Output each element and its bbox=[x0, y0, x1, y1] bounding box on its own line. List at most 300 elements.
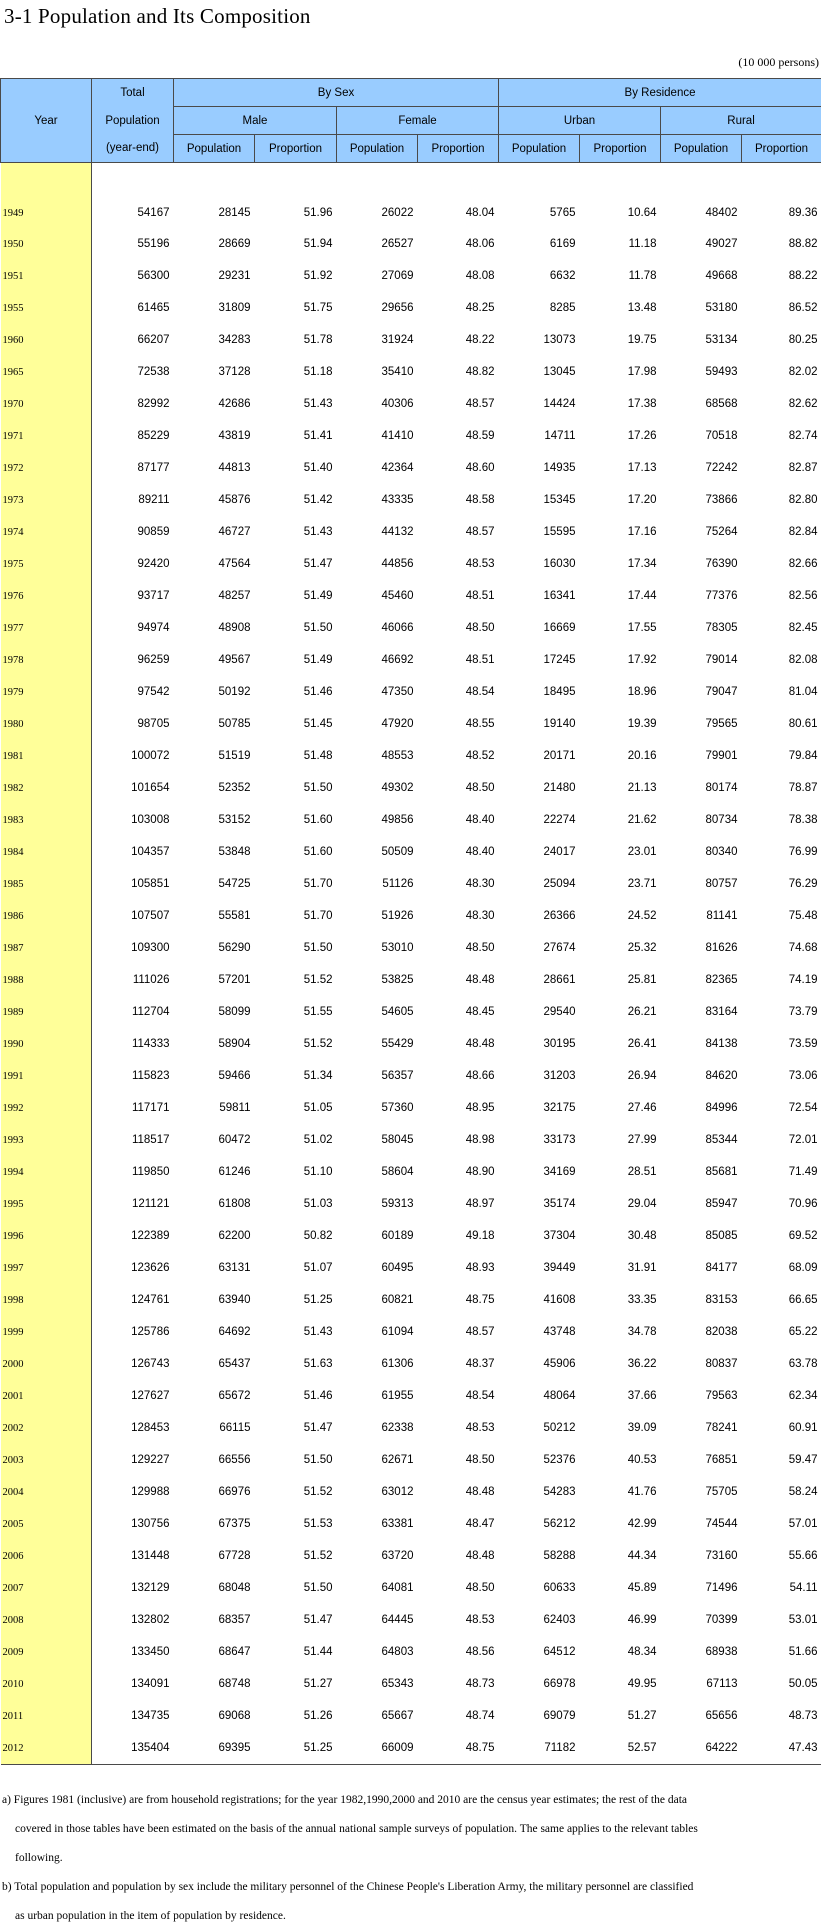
cell-rural-population: 85681 bbox=[661, 1156, 742, 1188]
cell-female-proportion: 48.50 bbox=[418, 772, 499, 804]
cell-rural-population: 79563 bbox=[661, 1380, 742, 1412]
cell-male-proportion: 51.52 bbox=[255, 1540, 337, 1572]
cell-total-population: 135404 bbox=[92, 1732, 174, 1765]
cell-rural-proportion: 72.01 bbox=[742, 1124, 821, 1156]
cell-male-proportion: 51.45 bbox=[255, 708, 337, 740]
cell-year: 2000 bbox=[1, 1348, 92, 1380]
cell-urban-proportion: 40.53 bbox=[580, 1444, 661, 1476]
cell-urban-population: 27674 bbox=[499, 932, 580, 964]
cell-total-population: 66207 bbox=[92, 324, 174, 356]
cell-female-proportion: 48.51 bbox=[418, 580, 499, 612]
cell-year: 1950 bbox=[1, 228, 92, 260]
header-urban-proportion: Proportion bbox=[580, 135, 661, 163]
cell-rural-population: 85344 bbox=[661, 1124, 742, 1156]
cell-total-population: 104357 bbox=[92, 836, 174, 868]
cell-year: 1951 bbox=[1, 260, 92, 292]
cell-rural-population: 65656 bbox=[661, 1700, 742, 1732]
cell-urban-proportion: 27.99 bbox=[580, 1124, 661, 1156]
cell-rural-proportion: 51.66 bbox=[742, 1636, 821, 1668]
header-total-line3: (year-end) bbox=[92, 135, 174, 163]
cell-rural-proportion: 72.54 bbox=[742, 1092, 821, 1124]
cell-total-population: 112704 bbox=[92, 996, 174, 1028]
cell-rural-population: 79047 bbox=[661, 676, 742, 708]
cell-male-proportion: 51.60 bbox=[255, 804, 337, 836]
cell-year: 2006 bbox=[1, 1540, 92, 1572]
cell-male-proportion: 51.60 bbox=[255, 836, 337, 868]
cell-female-proportion: 48.59 bbox=[418, 420, 499, 452]
cell-rural-population: 82038 bbox=[661, 1316, 742, 1348]
cell-male-population: 50192 bbox=[174, 676, 255, 708]
cell-female-proportion: 48.48 bbox=[418, 964, 499, 996]
cell-male-proportion: 51.70 bbox=[255, 900, 337, 932]
cell-male-proportion: 51.43 bbox=[255, 388, 337, 420]
cell-male-proportion: 51.25 bbox=[255, 1732, 337, 1765]
cell-urban-proportion: 17.55 bbox=[580, 612, 661, 644]
page-title: 3-1 Population and Its Composition bbox=[4, 4, 311, 29]
cell-rural-population: 80734 bbox=[661, 804, 742, 836]
cell-urban-proportion: 37.66 bbox=[580, 1380, 661, 1412]
cell-rural-population: 70399 bbox=[661, 1604, 742, 1636]
header-total-line2: Population bbox=[92, 107, 174, 135]
cell-year: 1979 bbox=[1, 676, 92, 708]
cell-female-population: 63720 bbox=[337, 1540, 418, 1572]
cell-urban-population: 22274 bbox=[499, 804, 580, 836]
cell-male-proportion: 51.43 bbox=[255, 516, 337, 548]
cell-male-proportion: 51.94 bbox=[255, 228, 337, 260]
cell-rural-proportion: 82.08 bbox=[742, 644, 821, 676]
cell-male-proportion: 51.92 bbox=[255, 260, 337, 292]
cell-year: 1965 bbox=[1, 356, 92, 388]
unit-label: (10 000 persons) bbox=[738, 55, 819, 70]
cell-urban-population: 58288 bbox=[499, 1540, 580, 1572]
cell-urban-proportion: 10.64 bbox=[580, 163, 661, 229]
cell-female-proportion: 48.22 bbox=[418, 324, 499, 356]
cell-rural-proportion: 80.61 bbox=[742, 708, 821, 740]
cell-male-proportion: 51.50 bbox=[255, 612, 337, 644]
cell-rural-proportion: 66.65 bbox=[742, 1284, 821, 1316]
cell-urban-population: 14935 bbox=[499, 452, 580, 484]
cell-male-population: 55581 bbox=[174, 900, 255, 932]
cell-year: 1995 bbox=[1, 1188, 92, 1220]
cell-male-proportion: 51.18 bbox=[255, 356, 337, 388]
cell-male-population: 29231 bbox=[174, 260, 255, 292]
cell-rural-proportion: 76.99 bbox=[742, 836, 821, 868]
cell-urban-proportion: 17.34 bbox=[580, 548, 661, 580]
cell-female-proportion: 48.53 bbox=[418, 1412, 499, 1444]
cell-rural-population: 84620 bbox=[661, 1060, 742, 1092]
cell-rural-population: 80837 bbox=[661, 1348, 742, 1380]
cell-urban-population: 37304 bbox=[499, 1220, 580, 1252]
cell-year: 1970 bbox=[1, 388, 92, 420]
cell-female-proportion: 48.53 bbox=[418, 548, 499, 580]
cell-male-population: 52352 bbox=[174, 772, 255, 804]
cell-total-population: 103008 bbox=[92, 804, 174, 836]
cell-total-population: 97542 bbox=[92, 676, 174, 708]
cell-total-population: 129227 bbox=[92, 1444, 174, 1476]
cell-rural-population: 49668 bbox=[661, 260, 742, 292]
table-row bbox=[1, 1188, 821, 1220]
cell-urban-proportion: 26.41 bbox=[580, 1028, 661, 1060]
cell-total-population: 127627 bbox=[92, 1380, 174, 1412]
cell-urban-population: 56212 bbox=[499, 1508, 580, 1540]
cell-rural-population: 84138 bbox=[661, 1028, 742, 1060]
cell-female-population: 64081 bbox=[337, 1572, 418, 1604]
cell-rural-population: 84177 bbox=[661, 1252, 742, 1284]
cell-total-population: 98705 bbox=[92, 708, 174, 740]
cell-female-proportion: 48.93 bbox=[418, 1252, 499, 1284]
cell-rural-population: 75264 bbox=[661, 516, 742, 548]
cell-urban-proportion: 18.96 bbox=[580, 676, 661, 708]
cell-female-population: 57360 bbox=[337, 1092, 418, 1124]
table-row bbox=[1, 1412, 821, 1444]
cell-male-population: 59466 bbox=[174, 1060, 255, 1092]
header-rural-population: Population bbox=[661, 135, 742, 163]
cell-female-proportion: 48.30 bbox=[418, 868, 499, 900]
cell-male-proportion: 51.26 bbox=[255, 1700, 337, 1732]
cell-total-population: 101654 bbox=[92, 772, 174, 804]
table-row bbox=[1, 1124, 821, 1156]
table-row bbox=[1, 772, 821, 804]
table-row bbox=[1, 1060, 821, 1092]
cell-rural-population: 64222 bbox=[661, 1732, 742, 1765]
cell-rural-proportion: 78.87 bbox=[742, 772, 821, 804]
cell-total-population: 123626 bbox=[92, 1252, 174, 1284]
cell-total-population: 85229 bbox=[92, 420, 174, 452]
cell-year: 1980 bbox=[1, 708, 92, 740]
cell-year: 1975 bbox=[1, 548, 92, 580]
cell-rural-proportion: 80.25 bbox=[742, 324, 821, 356]
footnote-b-line2: as urban population in the item of population by residence. bbox=[2, 1902, 817, 1931]
cell-female-population: 29656 bbox=[337, 292, 418, 324]
cell-total-population: 87177 bbox=[92, 452, 174, 484]
cell-female-population: 60189 bbox=[337, 1220, 418, 1252]
cell-urban-population: 6169 bbox=[499, 228, 580, 260]
table-row bbox=[1, 676, 821, 708]
cell-year: 1988 bbox=[1, 964, 92, 996]
cell-male-population: 31809 bbox=[174, 292, 255, 324]
cell-female-population: 46066 bbox=[337, 612, 418, 644]
cell-urban-population: 13073 bbox=[499, 324, 580, 356]
cell-male-population: 58904 bbox=[174, 1028, 255, 1060]
cell-urban-population: 30195 bbox=[499, 1028, 580, 1060]
cell-female-population: 47920 bbox=[337, 708, 418, 740]
cell-year: 1989 bbox=[1, 996, 92, 1028]
cell-total-population: 89211 bbox=[92, 484, 174, 516]
cell-rural-population: 79565 bbox=[661, 708, 742, 740]
cell-urban-proportion: 17.38 bbox=[580, 388, 661, 420]
cell-female-population: 46692 bbox=[337, 644, 418, 676]
cell-rural-proportion: 65.22 bbox=[742, 1316, 821, 1348]
cell-female-population: 40306 bbox=[337, 388, 418, 420]
cell-rural-proportion: 70.96 bbox=[742, 1188, 821, 1220]
cell-rural-proportion: 82.80 bbox=[742, 484, 821, 516]
cell-rural-population: 71496 bbox=[661, 1572, 742, 1604]
table-row bbox=[1, 388, 821, 420]
cell-female-population: 35410 bbox=[337, 356, 418, 388]
cell-female-population: 63012 bbox=[337, 1476, 418, 1508]
header-urban: Urban bbox=[499, 107, 661, 135]
cell-male-proportion: 51.70 bbox=[255, 868, 337, 900]
cell-male-proportion: 51.63 bbox=[255, 1348, 337, 1380]
cell-urban-population: 71182 bbox=[499, 1732, 580, 1765]
cell-rural-proportion: 82.74 bbox=[742, 420, 821, 452]
cell-male-proportion: 51.41 bbox=[255, 420, 337, 452]
cell-urban-proportion: 33.35 bbox=[580, 1284, 661, 1316]
cell-male-population: 43819 bbox=[174, 420, 255, 452]
cell-rural-proportion: 78.38 bbox=[742, 804, 821, 836]
cell-rural-proportion: 76.29 bbox=[742, 868, 821, 900]
cell-female-proportion: 48.56 bbox=[418, 1636, 499, 1668]
cell-male-population: 56290 bbox=[174, 932, 255, 964]
cell-urban-population: 15345 bbox=[499, 484, 580, 516]
cell-male-population: 61808 bbox=[174, 1188, 255, 1220]
cell-male-population: 50785 bbox=[174, 708, 255, 740]
header-rural: Rural bbox=[661, 107, 821, 135]
cell-female-proportion: 48.50 bbox=[418, 932, 499, 964]
table-row bbox=[1, 932, 821, 964]
table-row bbox=[1, 1156, 821, 1188]
cell-rural-population: 67113 bbox=[661, 1668, 742, 1700]
cell-female-proportion: 49.18 bbox=[418, 1220, 499, 1252]
cell-female-population: 56357 bbox=[337, 1060, 418, 1092]
cell-urban-proportion: 21.13 bbox=[580, 772, 661, 804]
cell-rural-population: 76851 bbox=[661, 1444, 742, 1476]
cell-rural-proportion: 58.24 bbox=[742, 1476, 821, 1508]
cell-year: 2004 bbox=[1, 1476, 92, 1508]
cell-total-population: 55196 bbox=[92, 228, 174, 260]
cell-rural-proportion: 82.66 bbox=[742, 548, 821, 580]
table-row bbox=[1, 740, 821, 772]
cell-male-proportion: 51.46 bbox=[255, 676, 337, 708]
cell-male-population: 68647 bbox=[174, 1636, 255, 1668]
cell-total-population: 72538 bbox=[92, 356, 174, 388]
cell-male-population: 68748 bbox=[174, 1668, 255, 1700]
cell-year: 2008 bbox=[1, 1604, 92, 1636]
cell-urban-proportion: 11.78 bbox=[580, 260, 661, 292]
cell-rural-population: 68938 bbox=[661, 1636, 742, 1668]
cell-year: 1986 bbox=[1, 900, 92, 932]
cell-urban-proportion: 42.99 bbox=[580, 1508, 661, 1540]
cell-year: 1997 bbox=[1, 1252, 92, 1284]
cell-year: 1978 bbox=[1, 644, 92, 676]
cell-female-proportion: 48.30 bbox=[418, 900, 499, 932]
cell-female-proportion: 48.74 bbox=[418, 1700, 499, 1732]
table-row bbox=[1, 868, 821, 900]
cell-female-proportion: 48.57 bbox=[418, 516, 499, 548]
cell-female-population: 60495 bbox=[337, 1252, 418, 1284]
cell-rural-proportion: 74.19 bbox=[742, 964, 821, 996]
cell-rural-proportion: 82.84 bbox=[742, 516, 821, 548]
cell-urban-proportion: 29.04 bbox=[580, 1188, 661, 1220]
table-body bbox=[1, 163, 821, 1765]
cell-rural-proportion: 79.84 bbox=[742, 740, 821, 772]
cell-urban-population: 31203 bbox=[499, 1060, 580, 1092]
cell-total-population: 125786 bbox=[92, 1316, 174, 1348]
cell-female-proportion: 48.53 bbox=[418, 1604, 499, 1636]
cell-rural-proportion: 55.66 bbox=[742, 1540, 821, 1572]
header-female-population: Population bbox=[337, 135, 418, 163]
cell-rural-proportion: 62.34 bbox=[742, 1380, 821, 1412]
cell-year: 1992 bbox=[1, 1092, 92, 1124]
cell-male-population: 48908 bbox=[174, 612, 255, 644]
cell-rural-population: 80340 bbox=[661, 836, 742, 868]
cell-female-proportion: 48.73 bbox=[418, 1668, 499, 1700]
cell-total-population: 129988 bbox=[92, 1476, 174, 1508]
cell-male-population: 67375 bbox=[174, 1508, 255, 1540]
cell-female-population: 54605 bbox=[337, 996, 418, 1028]
cell-rural-population: 81141 bbox=[661, 900, 742, 932]
cell-male-population: 58099 bbox=[174, 996, 255, 1028]
cell-male-proportion: 51.25 bbox=[255, 1284, 337, 1316]
cell-female-proportion: 48.55 bbox=[418, 708, 499, 740]
cell-rural-proportion: 48.73 bbox=[742, 1700, 821, 1732]
cell-male-population: 37128 bbox=[174, 356, 255, 388]
cell-female-proportion: 48.48 bbox=[418, 1540, 499, 1572]
cell-urban-proportion: 52.57 bbox=[580, 1732, 661, 1765]
header-by-sex: By Sex bbox=[174, 79, 499, 107]
cell-total-population: 134091 bbox=[92, 1668, 174, 1700]
cell-female-population: 65667 bbox=[337, 1700, 418, 1732]
cell-total-population: 128453 bbox=[92, 1412, 174, 1444]
cell-rural-population: 68568 bbox=[661, 388, 742, 420]
cell-male-population: 59811 bbox=[174, 1092, 255, 1124]
cell-female-population: 45460 bbox=[337, 580, 418, 612]
cell-year: 1976 bbox=[1, 580, 92, 612]
table-row bbox=[1, 1540, 821, 1572]
cell-total-population: 61465 bbox=[92, 292, 174, 324]
cell-urban-population: 34169 bbox=[499, 1156, 580, 1188]
cell-year: 1990 bbox=[1, 1028, 92, 1060]
cell-rural-proportion: 73.06 bbox=[742, 1060, 821, 1092]
cell-total-population: 126743 bbox=[92, 1348, 174, 1380]
table-row bbox=[1, 836, 821, 868]
cell-female-population: 58604 bbox=[337, 1156, 418, 1188]
cell-urban-population: 15595 bbox=[499, 516, 580, 548]
cell-urban-proportion: 49.95 bbox=[580, 1668, 661, 1700]
header-year: Year bbox=[1, 79, 92, 163]
cell-male-proportion: 51.02 bbox=[255, 1124, 337, 1156]
cell-urban-proportion: 31.91 bbox=[580, 1252, 661, 1284]
cell-rural-population: 79901 bbox=[661, 740, 742, 772]
cell-urban-population: 8285 bbox=[499, 292, 580, 324]
cell-male-population: 60472 bbox=[174, 1124, 255, 1156]
cell-urban-population: 52376 bbox=[499, 1444, 580, 1476]
cell-year: 2002 bbox=[1, 1412, 92, 1444]
cell-male-proportion: 51.47 bbox=[255, 1604, 337, 1636]
cell-male-population: 53152 bbox=[174, 804, 255, 836]
cell-rural-proportion: 50.05 bbox=[742, 1668, 821, 1700]
cell-year: 1994 bbox=[1, 1156, 92, 1188]
cell-rural-proportion: 82.87 bbox=[742, 452, 821, 484]
header-rural-proportion: Proportion bbox=[742, 135, 821, 163]
cell-rural-proportion: 57.01 bbox=[742, 1508, 821, 1540]
cell-rural-proportion: 74.68 bbox=[742, 932, 821, 964]
footnotes bbox=[2, 1786, 817, 1931]
cell-female-proportion: 48.50 bbox=[418, 1444, 499, 1476]
cell-urban-population: 43748 bbox=[499, 1316, 580, 1348]
header-female: Female bbox=[337, 107, 499, 135]
cell-total-population: 132802 bbox=[92, 1604, 174, 1636]
cell-male-population: 53848 bbox=[174, 836, 255, 868]
cell-male-proportion: 51.03 bbox=[255, 1188, 337, 1220]
cell-urban-proportion: 19.75 bbox=[580, 324, 661, 356]
table-row bbox=[1, 804, 821, 836]
cell-female-proportion: 48.47 bbox=[418, 1508, 499, 1540]
cell-total-population: 90859 bbox=[92, 516, 174, 548]
cell-female-population: 31924 bbox=[337, 324, 418, 356]
cell-total-population: 82992 bbox=[92, 388, 174, 420]
cell-female-population: 53825 bbox=[337, 964, 418, 996]
cell-urban-proportion: 39.09 bbox=[580, 1412, 661, 1444]
table-row bbox=[1, 356, 821, 388]
cell-female-proportion: 48.45 bbox=[418, 996, 499, 1028]
cell-rural-population: 78241 bbox=[661, 1412, 742, 1444]
cell-male-proportion: 51.40 bbox=[255, 452, 337, 484]
table-row bbox=[1, 484, 821, 516]
cell-urban-proportion: 36.22 bbox=[580, 1348, 661, 1380]
cell-rural-proportion: 71.49 bbox=[742, 1156, 821, 1188]
cell-rural-proportion: 88.22 bbox=[742, 260, 821, 292]
cell-female-proportion: 48.48 bbox=[418, 1028, 499, 1060]
cell-male-proportion: 51.27 bbox=[255, 1668, 337, 1700]
cell-urban-proportion: 27.46 bbox=[580, 1092, 661, 1124]
cell-rural-population: 73160 bbox=[661, 1540, 742, 1572]
cell-rural-proportion: 81.04 bbox=[742, 676, 821, 708]
cell-urban-population: 39449 bbox=[499, 1252, 580, 1284]
table-row bbox=[1, 516, 821, 548]
cell-female-proportion: 48.54 bbox=[418, 676, 499, 708]
cell-female-proportion: 48.06 bbox=[418, 228, 499, 260]
cell-urban-proportion: 51.27 bbox=[580, 1700, 661, 1732]
cell-year: 1981 bbox=[1, 740, 92, 772]
cell-total-population: 124761 bbox=[92, 1284, 174, 1316]
cell-male-population: 47564 bbox=[174, 548, 255, 580]
table-row bbox=[1, 1572, 821, 1604]
cell-male-population: 48257 bbox=[174, 580, 255, 612]
cell-urban-proportion: 48.34 bbox=[580, 1636, 661, 1668]
cell-urban-population: 33173 bbox=[499, 1124, 580, 1156]
cell-year: 1991 bbox=[1, 1060, 92, 1092]
cell-rural-proportion: 53.01 bbox=[742, 1604, 821, 1636]
cell-female-proportion: 48.60 bbox=[418, 452, 499, 484]
cell-total-population: 121121 bbox=[92, 1188, 174, 1220]
cell-female-population: 27069 bbox=[337, 260, 418, 292]
cell-male-proportion: 51.96 bbox=[255, 163, 337, 229]
cell-urban-proportion: 46.99 bbox=[580, 1604, 661, 1636]
cell-total-population: 132129 bbox=[92, 1572, 174, 1604]
cell-rural-proportion: 54.11 bbox=[742, 1572, 821, 1604]
cell-female-population: 59313 bbox=[337, 1188, 418, 1220]
cell-urban-population: 45906 bbox=[499, 1348, 580, 1380]
cell-female-proportion: 48.04 bbox=[418, 163, 499, 229]
cell-female-proportion: 48.75 bbox=[418, 1284, 499, 1316]
cell-male-population: 66976 bbox=[174, 1476, 255, 1508]
cell-urban-proportion: 17.13 bbox=[580, 452, 661, 484]
cell-male-proportion: 51.50 bbox=[255, 932, 337, 964]
cell-urban-proportion: 26.94 bbox=[580, 1060, 661, 1092]
table-row bbox=[1, 1380, 821, 1412]
cell-rural-proportion: 86.52 bbox=[742, 292, 821, 324]
header-male-population: Population bbox=[174, 135, 255, 163]
cell-total-population: 105851 bbox=[92, 868, 174, 900]
cell-female-proportion: 48.37 bbox=[418, 1348, 499, 1380]
table-row bbox=[1, 580, 821, 612]
cell-male-proportion: 51.34 bbox=[255, 1060, 337, 1092]
cell-female-proportion: 48.98 bbox=[418, 1124, 499, 1156]
cell-male-proportion: 51.43 bbox=[255, 1316, 337, 1348]
cell-rural-proportion: 82.56 bbox=[742, 580, 821, 612]
cell-male-population: 61246 bbox=[174, 1156, 255, 1188]
